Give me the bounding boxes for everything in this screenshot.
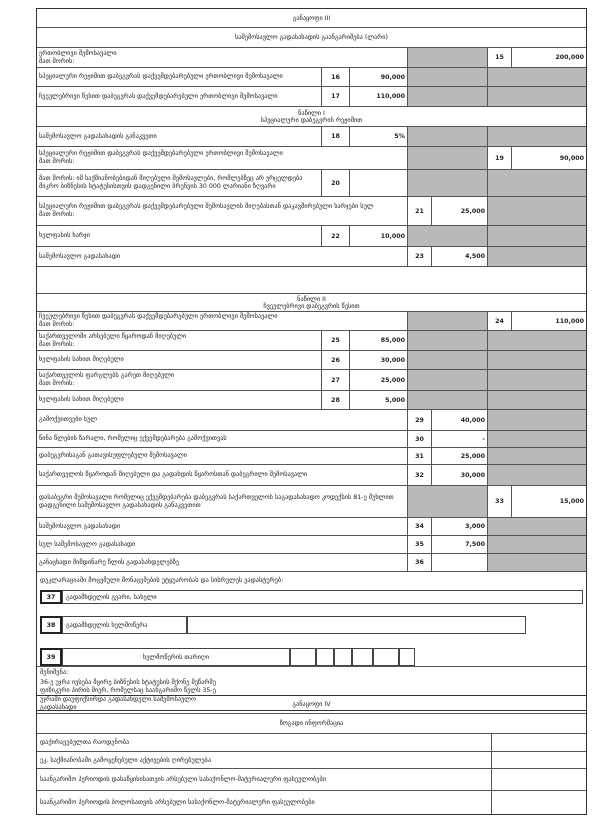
row-value-field[interactable]: 90,000	[559, 154, 584, 162]
row-code: 21	[408, 197, 432, 225]
part-1-subtitle: სპეციალური დაბეგვრის რეჟიმით	[260, 116, 363, 124]
payer-name-label: გადამხდელის გვარი, სახელი	[66, 593, 157, 601]
table-row-22	[37, 226, 586, 247]
table-row-24	[37, 312, 586, 331]
row-value-field[interactable]: 40,000	[432, 410, 488, 430]
part-2-title: ნაწილი II	[297, 295, 326, 303]
info-row	[37, 769, 586, 791]
shaded-cell	[488, 351, 586, 369]
section-4-subtitle: ზოგადი ინფორმაცია	[37, 714, 586, 734]
row-code: 22	[322, 226, 350, 246]
row-value-field[interactable]: 7,500	[432, 536, 488, 553]
row-label: სპეციალური რეჟიმით დაბეგვრას დაქვემდებარებული ერთობლივი შემოსავალი	[37, 68, 322, 86]
shaded-cell	[488, 127, 586, 146]
row-code: 35	[408, 536, 432, 553]
declaration-text: დეკლარაციაში მოცემული მონაცემების უტყუარობას და სისრულეს ვადასტურებ:	[40, 577, 284, 584]
row-value-field[interactable]: 30,000	[432, 465, 488, 485]
table-row-26	[37, 351, 586, 370]
table-row-20	[37, 170, 586, 197]
row-code: 24	[488, 312, 512, 330]
table-row-18	[37, 127, 586, 147]
shaded-cell	[488, 331, 586, 350]
table-row-35	[37, 536, 586, 554]
info-row-value-field[interactable]	[492, 791, 586, 814]
table-row-23	[37, 247, 586, 267]
date-digit-cell[interactable]	[399, 648, 415, 666]
table-row-31	[37, 448, 586, 465]
shaded-cell	[488, 391, 586, 409]
row-code: 16	[322, 68, 350, 86]
row-code: 25	[322, 331, 350, 350]
row-value-field[interactable]: 110,000	[555, 317, 584, 325]
row-code: 29	[408, 410, 432, 430]
shaded-cell	[408, 147, 488, 169]
row-value-field[interactable]	[432, 554, 488, 571]
shaded-cell	[408, 486, 488, 517]
shaded-cell	[488, 247, 586, 266]
row-value-field[interactable]: 3,000	[432, 518, 488, 535]
shaded-cell	[488, 518, 586, 535]
field-39-code: 39	[40, 648, 62, 666]
row-label: მათ შორის: იმ საქმიანობებიდან მიღებული შემოსავლები, რომლებზეც არ ვრცელდება მიკრო ბიზნესის სტატუსისთვის დადგენილი ბრუნვის 30 000 ლარიანი ზღვარი	[37, 170, 322, 196]
note-title: შენიშვნა:	[40, 669, 69, 676]
info-row	[37, 734, 586, 752]
table-row-16	[37, 68, 586, 87]
shaded-cell	[488, 197, 586, 225]
info-row-label: საანგარიშო პერიოდის ბოლოსათვის არსებული სასაქონლო-მატერიალური ფასეულობები	[37, 791, 492, 814]
shaded-cell	[488, 226, 586, 246]
row-value-field[interactable]: 200,000	[555, 54, 584, 61]
info-row-label: ეკ. საქმიანობაში გამოყენებული აქტივების ღირებულება	[37, 752, 492, 768]
row-label: სპეციალური რეჟიმით დაბეგვრას დაქვემდებარებული ერთობლივი შემოსავალი მათ შორის:	[37, 147, 408, 169]
shaded-cell	[488, 536, 586, 553]
shaded-cell	[408, 226, 488, 246]
row-code: 28	[322, 391, 350, 409]
row-label: გამოქვითვები სულ	[37, 410, 408, 430]
row-value-field[interactable]: 110,000	[350, 87, 408, 106]
shaded-cell	[408, 351, 488, 369]
shaded-cell	[488, 87, 586, 106]
row-label: სპეციალური რეჟიმით დაბეგვრას დაქვემდებარებული შემოსავლის მიღებასთან დაკავშირებული ხარჯები სულ მათ შორის:	[37, 197, 408, 225]
row-value-field[interactable]: 90,000	[350, 68, 408, 86]
row-code: 27	[322, 370, 350, 390]
shaded-cell	[408, 312, 488, 330]
row-label: წინა წლების ზარალი, რომელიც ექვემდებარება გამოქვითვას	[37, 431, 408, 447]
info-row-value-field[interactable]	[492, 769, 586, 790]
table-row-29	[37, 410, 586, 431]
info-row-value-field[interactable]	[492, 734, 586, 751]
table-row-30	[37, 431, 586, 448]
shaded-cell	[408, 331, 488, 350]
info-row	[37, 752, 586, 769]
row-code: 18	[322, 127, 350, 146]
part-1-title: ნაწილი I	[298, 109, 325, 117]
payer-name-field[interactable]	[62, 590, 583, 604]
shaded-cell	[488, 448, 586, 464]
row-label: დაბეგვრისაგან გათავისუფლებული შემოსავალი	[37, 448, 408, 464]
info-row	[37, 791, 586, 814]
part-1-header	[37, 107, 586, 127]
table-row-27	[37, 370, 586, 391]
shaded-cell	[488, 170, 586, 196]
part-2-header	[37, 294, 586, 312]
row-code: 31	[408, 448, 432, 464]
section-3-tax-calculation	[36, 8, 587, 711]
section-3-subtitle: საშემოსავლო გადასახადის გაანგარიშება (ლარი)	[37, 28, 586, 48]
table-row-15	[37, 48, 586, 68]
date-digit-cell[interactable]	[316, 648, 334, 666]
shaded-cell	[488, 370, 586, 390]
table-row-19	[37, 147, 586, 170]
info-row-value-field[interactable]	[492, 752, 586, 768]
row-label: საშემოსავლო გადასახადის განაკვეთი	[37, 127, 322, 146]
row-value-field[interactable]	[350, 170, 408, 196]
shaded-cell	[488, 554, 586, 571]
row-code: 19	[488, 147, 512, 169]
table-row-36	[37, 554, 586, 572]
payer-signature-field[interactable]	[187, 616, 526, 634]
shaded-cell	[408, 48, 488, 67]
row-code: 15	[488, 48, 512, 67]
table-row-33	[37, 486, 586, 518]
row-label: საშემოსავლო გადასახადი	[37, 518, 408, 535]
shaded-cell	[408, 391, 488, 409]
spacer-row	[37, 267, 586, 294]
part-2-subtitle: ჩვეულებრივი დაბეგვრის წესით	[263, 302, 360, 310]
table-row-21	[37, 197, 586, 226]
table-row-32	[37, 465, 586, 486]
row-code: 32	[408, 465, 432, 485]
section-4-general-info	[36, 695, 587, 815]
shaded-cell	[488, 68, 586, 86]
row-label: სულ საშემოსავლო გადასახადი	[37, 536, 408, 553]
row-label: ხელფასის სახით მიღებული	[37, 391, 322, 409]
row-label: ჩვეულებრივი წესით დაბეგვრას დაქვემდებარებული ერთობლივი შემოსავალი	[37, 87, 322, 106]
field-37-code: 37	[40, 590, 62, 604]
row-code: 23	[408, 247, 432, 266]
payer-signature-label: გადამხდელის ხელმოწერა	[62, 616, 187, 634]
row-value-field[interactable]: 30,000	[350, 351, 408, 369]
table-row-28	[37, 391, 586, 410]
shaded-cell	[408, 68, 488, 86]
row-label: საშემოსავლო გადასახადი	[37, 247, 408, 266]
row-value-field[interactable]: 85,000	[350, 331, 408, 350]
shaded-cell	[488, 431, 586, 447]
signature-area	[37, 572, 586, 710]
shaded-cell	[408, 127, 488, 146]
row-value-field[interactable]: -	[432, 431, 488, 447]
row-code: 33	[488, 486, 512, 517]
row-code: 26	[322, 351, 350, 369]
table-row-25	[37, 331, 586, 351]
row-label: საქართველოს ფარგლებს გარეთ მიღებული მათ შორის:	[37, 370, 322, 390]
row-value-field[interactable]: 15,000	[559, 498, 584, 505]
row-label: საქართველოს წყაროდან მიღებული და გადახდის წყაროსთან დაბეგრილი შემოსავალი	[37, 465, 408, 485]
signature-date-label: ხელმოწერის თარიღი	[62, 648, 290, 666]
row-value-field[interactable]: 4,500	[432, 247, 488, 266]
row-label: დასაბეგრი შემოსავალი რომელიც ექვემდებარება დაბეგვრას საქართველოს საგადასახადო კოდექსის 81-ე მუხლით დადგენილი საშემოსავლო გადასახადის განაკვეთით	[37, 486, 408, 517]
row-code: 17	[322, 87, 350, 106]
note-text: 36-ე უჯრა ივსება მცირე ბიზნესის სტატუსის მქონე მეწარმე ფიზიკური პირის მიერ, რომელსაც საანგარიშო წელს 35-ე უჯრაში დაუფიქსირდა გადასახდელი საშემოსავლო გადასახადი	[40, 679, 216, 711]
row-code: 36	[408, 554, 432, 571]
row-code: 34	[408, 518, 432, 535]
row-code: 30	[408, 431, 432, 447]
info-row-label: საანგარიშო პერიოდის დასაწყისისათვის არსებული სასაქონლო-მატერიალური ფასეულობები	[37, 769, 492, 790]
row-value-field[interactable]: 25,000	[432, 197, 488, 225]
date-digit-cell[interactable]	[352, 648, 373, 666]
date-digit-cell[interactable]	[334, 648, 352, 666]
info-row-label: დაქირავებულთა რაოდენობა	[37, 734, 492, 751]
section-3-title: განაყოფი III	[37, 9, 586, 28]
shaded-cell	[408, 87, 488, 106]
table-row-17	[37, 87, 586, 107]
row-label: საქართველოში არსებული წყაროდან მიღებული მათ შორის:	[37, 331, 322, 350]
section-4-title: განაყოფი IV	[37, 696, 586, 714]
row-label: ჩვეულებრივი წესით დაბეგვრას დაქვემდებარებული ერთობლივი შემოსავალი მათ შორის:	[37, 312, 408, 330]
row-label: ხელფასის ხარჯი	[37, 226, 322, 246]
row-value-field[interactable]: 5,000	[350, 391, 408, 409]
date-digit-cell[interactable]	[290, 648, 316, 666]
row-value-field[interactable]: 25,000	[350, 370, 408, 390]
row-value-field[interactable]: 10,000	[350, 226, 408, 246]
row-label: ხელფასის სახით მიღებული	[37, 351, 322, 369]
shaded-cell	[408, 170, 488, 196]
shaded-cell	[488, 410, 586, 430]
table-row-34	[37, 518, 586, 536]
shaded-cell	[488, 465, 586, 485]
shaded-cell	[408, 370, 488, 390]
row-value-field[interactable]: 25,000	[432, 448, 488, 464]
row-code: 20	[322, 170, 350, 196]
date-digit-cell[interactable]	[373, 648, 399, 666]
row-label: ერთობლივი შემოსავალი მათ შორის:	[37, 48, 408, 67]
row-value-field[interactable]: 5%	[350, 127, 408, 146]
field-38-code: 38	[40, 616, 62, 634]
row-label: განაცხადი მიმდინარე წლის გადასახდელებზე	[37, 554, 408, 571]
